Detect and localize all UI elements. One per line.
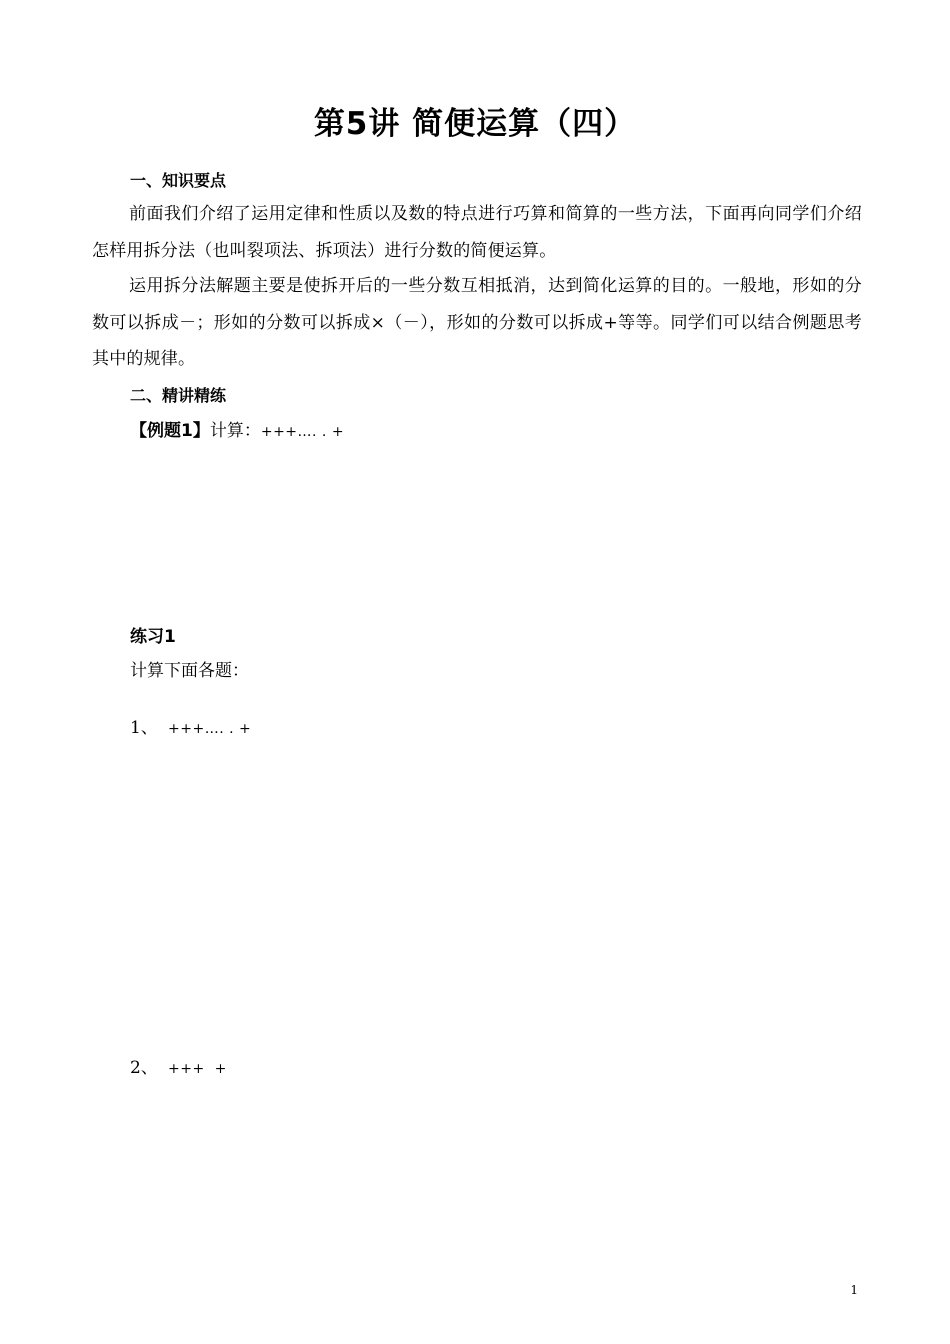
exercise-item-2 <box>130 1057 227 1080</box>
section-heading-practice: 二、精讲精练 <box>130 386 227 405</box>
exercise-instruction: 计算下面各题： <box>130 661 249 681</box>
example-label: 【例题1】 <box>130 421 210 441</box>
example-prompt: 计算： <box>209 421 261 441</box>
example-expression: +++…. . + <box>260 424 345 440</box>
exercise-item-expression: +++ + <box>168 1061 227 1077</box>
exercise-item-1 <box>130 717 251 740</box>
page-title: 第5讲 简便运算（四） <box>313 106 637 142</box>
exercise-heading: 练习1 <box>130 627 176 647</box>
exercise-item-number: 1、 <box>130 718 158 738</box>
section-heading-knowledge: 一、知识要点 <box>130 171 227 190</box>
exercise-item-expression: +++…. . + <box>168 721 252 737</box>
paragraph-intro: 前面我们介绍了运用定律和性质以及数的特点进行巧算和简算的一些方法，下面再向同学们介绍怎样用拆分法（也叫裂项法、拆项法）进行分数的简便运算。 <box>92 204 862 261</box>
paragraph-method: 运用拆分法解题主要是使拆开后的一些分数互相抵消，达到简化运算的目的。一般地，形如的分数可以拆成－；形如的分数可以拆成×（－），形如的分数可以拆成+等等。同学们可以结合例题思考其中的规律。 <box>92 276 862 369</box>
exercise-item-number: 2、 <box>130 1058 158 1078</box>
page-number: 1 <box>850 1283 858 1297</box>
example-1 <box>130 420 344 443</box>
